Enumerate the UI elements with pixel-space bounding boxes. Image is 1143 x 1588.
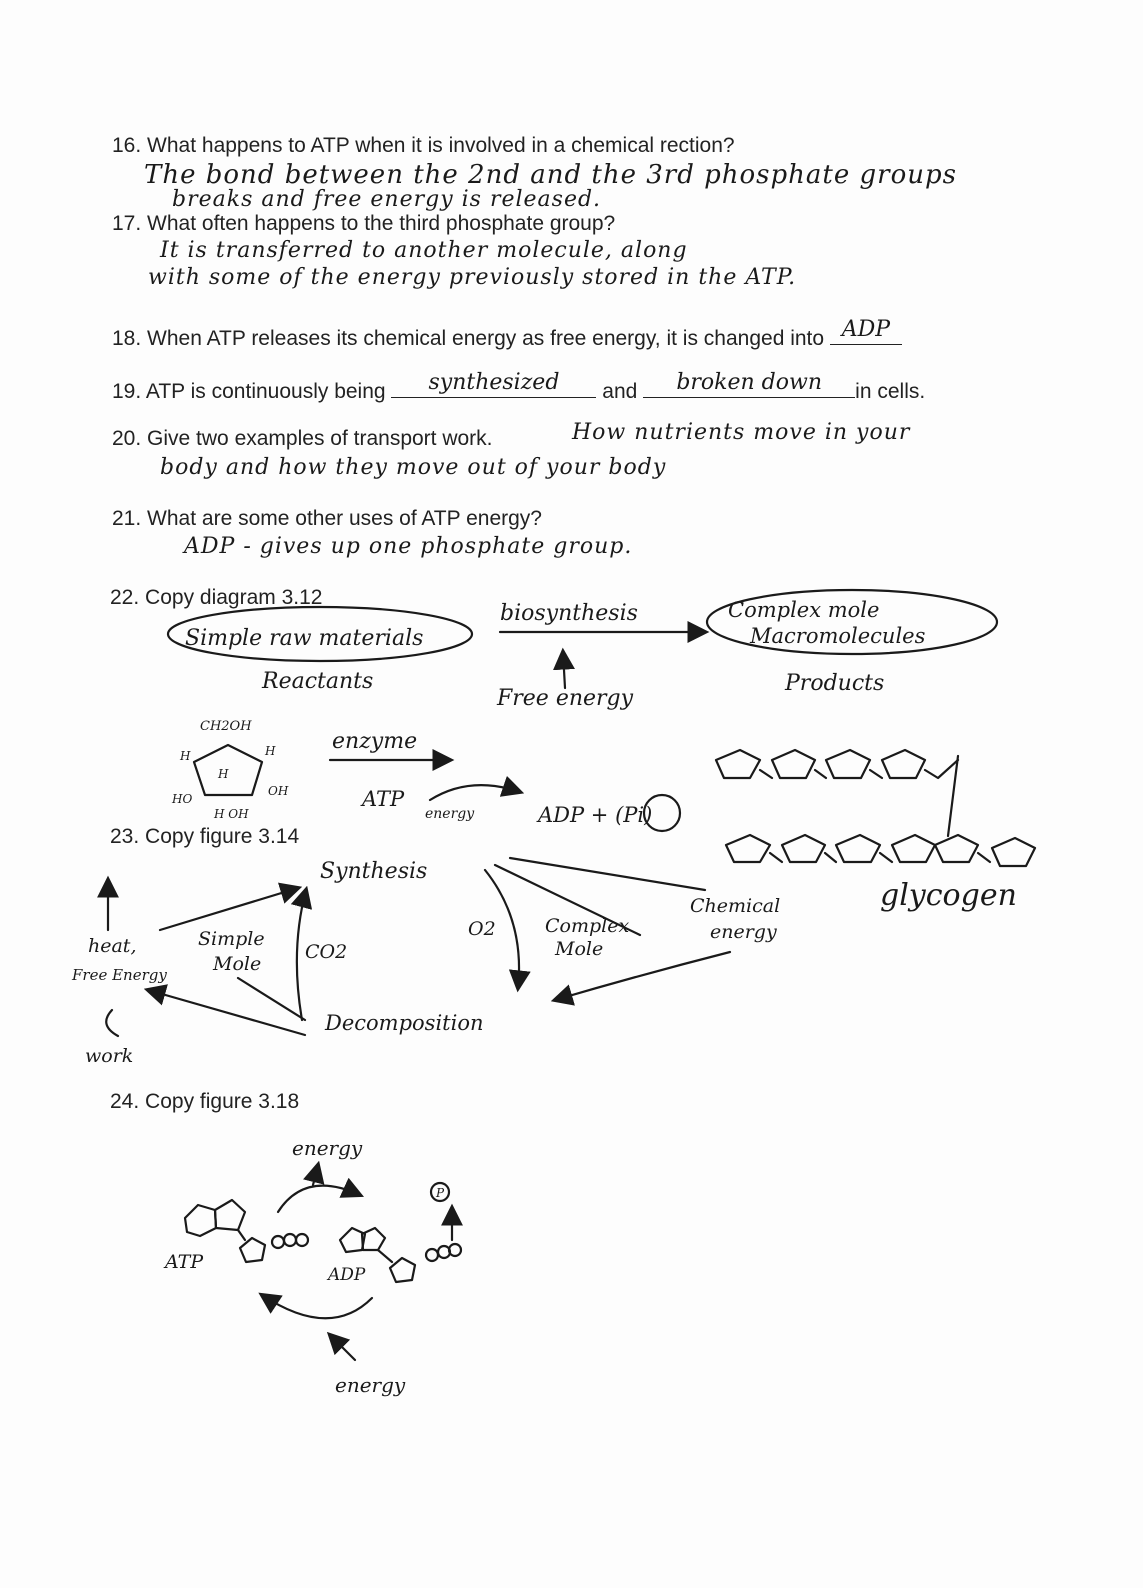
energy-top-label: energy bbox=[292, 1136, 363, 1160]
question-number: 23. bbox=[110, 825, 140, 848]
question-text: When ATP releases its chemical energy as free energy, it is changed into bbox=[147, 327, 825, 350]
question-number: 22. bbox=[110, 586, 140, 609]
question-text: in cells. bbox=[855, 380, 926, 403]
simple-to-synthesis-arrow bbox=[160, 888, 298, 930]
answer-17-line2: with some of the energy previously stored in the ATP. bbox=[148, 265, 797, 290]
question-number: 20. bbox=[112, 427, 142, 450]
question-text: What often happens to the third phosphate group? bbox=[147, 212, 616, 235]
simple-mole-label-1: Simple bbox=[198, 928, 265, 950]
adp-label: ADP bbox=[328, 1265, 366, 1285]
question-number: 16. bbox=[112, 134, 142, 157]
heat-label: heat, bbox=[88, 935, 137, 957]
glycogen-chain-icon bbox=[716, 750, 1035, 866]
co2-label: CO2 bbox=[305, 941, 348, 963]
sugar-ch2oh-label: CH2OH bbox=[200, 719, 252, 734]
energy-bottom-label: energy bbox=[335, 1373, 406, 1397]
phosphate-label: P bbox=[436, 1186, 445, 1200]
ring-h-oh-label: H OH bbox=[214, 807, 249, 821]
question-text: What happens to ATP when it is involved in a chemical rection? bbox=[147, 134, 735, 157]
answer-17-line1: It is transferred to another molecule, along bbox=[160, 238, 688, 263]
products-label: Products bbox=[785, 671, 885, 696]
answer-19-b: broken down bbox=[676, 370, 823, 395]
answer-19-a: synthesized bbox=[428, 370, 560, 395]
question-number: 21. bbox=[112, 507, 142, 530]
reactants-box-label: Simple raw materials bbox=[185, 626, 424, 651]
answer-18: ADP bbox=[841, 317, 891, 342]
question-text: ATP is continuously being bbox=[145, 380, 386, 403]
biosynthesis-label: biosynthesis bbox=[500, 601, 638, 626]
question-text: and bbox=[602, 380, 638, 403]
top-cycle-arrow bbox=[278, 1186, 360, 1212]
enzyme-label: enzyme bbox=[332, 729, 418, 754]
simple-to-decomposition-line bbox=[238, 978, 305, 1020]
atp-molecule-icon bbox=[185, 1200, 308, 1262]
question-text: What are some other uses of ATP energy? bbox=[147, 507, 542, 530]
free-energy-label: Free energy bbox=[497, 686, 634, 711]
question-number: 19. bbox=[112, 380, 142, 403]
decomposition-label: Decomposition bbox=[325, 1011, 484, 1035]
diagram-3-12 bbox=[168, 590, 1035, 913]
answer-16-line1: The bond between the 2nd and the 3rd phosphate groups bbox=[144, 160, 957, 190]
synthesis-label: Synthesis bbox=[320, 859, 428, 884]
free-energy-label: Free Energy bbox=[72, 966, 167, 984]
ring-h-label: H bbox=[218, 767, 229, 781]
ring-h-label: H bbox=[265, 744, 276, 758]
chemical-energy-label-1: Chemical bbox=[690, 895, 781, 917]
bottom-cycle-arrow bbox=[262, 1295, 372, 1318]
atp-to-adp-arrow bbox=[430, 785, 520, 800]
chemical-energy-label-2: energy bbox=[710, 921, 777, 943]
simple-mole-label-2: Mole bbox=[213, 953, 262, 975]
decomposition-to-heat-arrow bbox=[148, 990, 305, 1035]
question-number: 17. bbox=[112, 212, 142, 235]
products-box-line1: Complex mole bbox=[728, 598, 880, 622]
reactants-label: Reactants bbox=[262, 669, 374, 694]
ring-ho-label: HO bbox=[172, 792, 193, 806]
answer-20-line2: body and how they move out of your body bbox=[160, 455, 667, 480]
energy-small-label: energy bbox=[425, 806, 475, 822]
work-label: work bbox=[85, 1045, 134, 1067]
question-number: 24. bbox=[110, 1090, 140, 1113]
question-text: Give two examples of transport work. bbox=[147, 427, 493, 450]
energy-out-arrow bbox=[313, 1165, 318, 1185]
adp-pi-label: ADP + (Pi) bbox=[538, 803, 653, 827]
atp-label: ATP bbox=[362, 787, 405, 811]
figure-3-18 bbox=[163, 1136, 461, 1397]
ring-h-label: H bbox=[180, 749, 191, 763]
o2-label: O2 bbox=[468, 918, 496, 940]
answer-21: ADP - gives up one phosphate group. bbox=[184, 534, 633, 559]
answer-20-line1: How nutrients move in your bbox=[572, 420, 911, 445]
question-number: 18. bbox=[112, 327, 142, 350]
question-text: Copy figure 3.18 bbox=[145, 1090, 300, 1113]
energy-in-arrow bbox=[330, 1335, 355, 1360]
answer-16-line2: breaks and free energy is released. bbox=[172, 187, 602, 212]
figure-3-14 bbox=[71, 858, 780, 1067]
complex-mole-label-2: Mole bbox=[555, 938, 604, 960]
free-energy-arrow bbox=[563, 652, 565, 688]
glycogen-label: glycogen bbox=[880, 878, 1017, 913]
complex-mole-label-1: Complex bbox=[545, 915, 630, 937]
work-arrow bbox=[106, 1010, 118, 1036]
question-text: Copy figure 3.14 bbox=[145, 825, 300, 848]
atp-label: ATP bbox=[165, 1251, 204, 1273]
products-box-line2: Macromolecules bbox=[750, 624, 926, 648]
question-text: Copy diagram 3.12 bbox=[145, 586, 323, 609]
ring-oh-label: OH bbox=[268, 784, 289, 798]
